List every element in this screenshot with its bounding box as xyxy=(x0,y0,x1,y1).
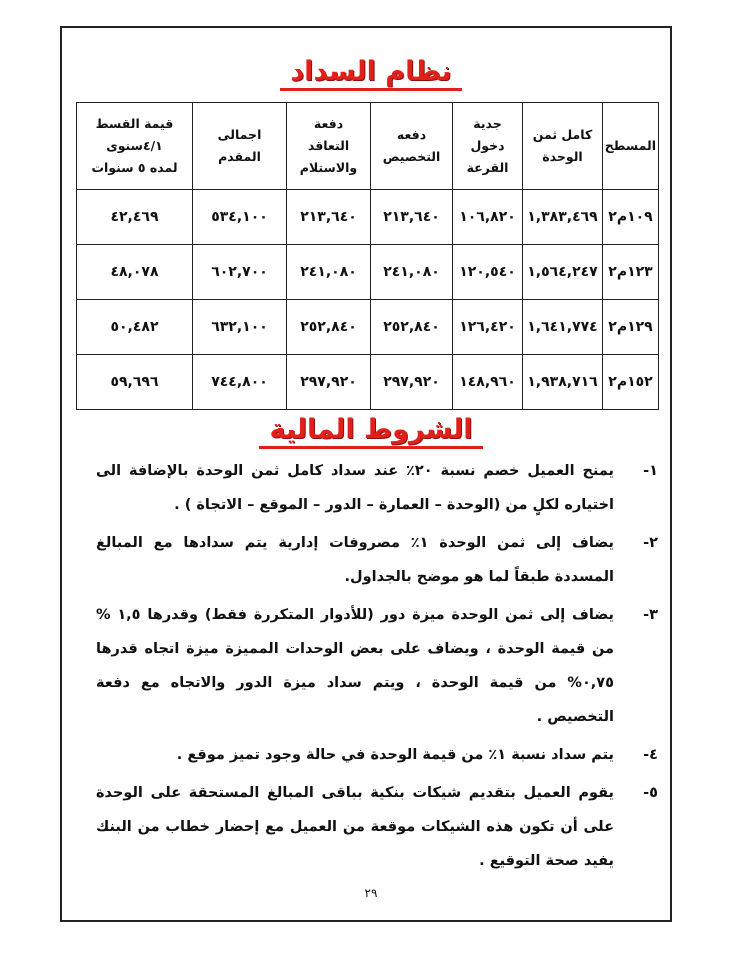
term-text: يمنح العميل خصم نسبة ٢٠٪ عند سداد كامل ثمن الوحدة بالإضافة الى اختياره لكلٍ من (الوحدة – العمارة – الدور – الموقع – الاتجاة ) . xyxy=(96,463,614,513)
cell-area: ١٢٣م٢ xyxy=(603,245,659,300)
term-text: يضاف إلى ثمن الوحدة ١٪ مصروفات إدارية يتم سدادها مع المبالغ المسددة طبقاً لما هو موضح بالجداول. xyxy=(96,535,614,585)
table-row xyxy=(77,190,659,245)
header-unit-price: كامل ثمن الوحدة xyxy=(523,103,603,190)
header-contract-payment: دفعة التعاقد والاستلام xyxy=(287,103,371,190)
cell-total-down-payment: ٥٣٤,١٠٠ xyxy=(193,190,287,245)
cell-area: ١٢٩م٢ xyxy=(603,300,659,355)
term-number: ٤- xyxy=(643,747,658,763)
header-installment: قيمة القسط ٤/١سنوى لمده ٥ سنوات xyxy=(77,103,193,190)
cell-contract-payment: ٢٥٢,٨٤٠ xyxy=(287,300,371,355)
term-number: ٥- xyxy=(643,785,658,801)
table-row xyxy=(77,245,659,300)
cell-installment: ٥٠,٤٨٢ xyxy=(77,300,193,355)
cell-unit-price: ١,٦٤١,٧٧٤ xyxy=(523,300,603,355)
payment-table xyxy=(76,102,659,410)
table-header-row xyxy=(77,103,659,190)
terms-list xyxy=(96,454,658,882)
financial-terms-title: الشروط المالية xyxy=(259,414,482,449)
list-item xyxy=(96,526,658,594)
cell-contract-payment: ٢٩٧,٩٢٠ xyxy=(287,355,371,410)
header-lottery-deposit: جدية دخول القرعة xyxy=(453,103,523,190)
cell-allocation-payment: ٢٤١,٠٨٠ xyxy=(371,245,453,300)
cell-total-down-payment: ٦٣٢,١٠٠ xyxy=(193,300,287,355)
cell-lottery-deposit: ١٢٦,٤٢٠ xyxy=(453,300,523,355)
cell-lottery-deposit: ١٢٠,٥٤٠ xyxy=(453,245,523,300)
cell-allocation-payment: ٢٩٧,٩٢٠ xyxy=(371,355,453,410)
cell-total-down-payment: ٧٤٤,٨٠٠ xyxy=(193,355,287,410)
cell-allocation-payment: ٢٥٢,٨٤٠ xyxy=(371,300,453,355)
list-item xyxy=(96,776,658,878)
header-allocation-payment: دفعه التخصيص xyxy=(371,103,453,190)
term-text: يتم سداد نسبة ١٪ من قيمة الوحدة في حالة وجود تميز موقع . xyxy=(176,747,614,763)
table-row xyxy=(77,300,659,355)
cell-installment: ٤٨,٠٧٨ xyxy=(77,245,193,300)
cell-unit-price: ١,٣٨٣,٤٦٩ xyxy=(523,190,603,245)
cell-lottery-deposit: ١٤٨,٩٦٠ xyxy=(453,355,523,410)
cell-contract-payment: ٢٤١,٠٨٠ xyxy=(287,245,371,300)
cell-area: ١٥٢م٢ xyxy=(603,355,659,410)
page-number: ٢٩ xyxy=(364,886,378,900)
cell-installment: ٥٩,٦٩٦ xyxy=(77,355,193,410)
list-item xyxy=(96,738,658,772)
terms-title-wrap xyxy=(0,414,742,449)
term-number: ٣- xyxy=(643,607,658,623)
cell-lottery-deposit: ١٠٦,٨٢٠ xyxy=(453,190,523,245)
payment-system-title: نظام السداد xyxy=(280,56,461,91)
term-number: ٢- xyxy=(643,535,658,551)
cell-allocation-payment: ٢١٣,٦٤٠ xyxy=(371,190,453,245)
cell-unit-price: ١,٩٣٨,٧١٦ xyxy=(523,355,603,410)
cell-total-down-payment: ٦٠٢,٧٠٠ xyxy=(193,245,287,300)
cell-contract-payment: ٢١٣,٦٤٠ xyxy=(287,190,371,245)
table-row xyxy=(77,355,659,410)
term-number: ١- xyxy=(643,463,658,479)
term-text: يضاف إلى ثمن الوحدة ميزة دور (للأدوار المتكررة فقط) وقدرها ١,٥ % من قيمة الوحدة ، ويضاف على بعض الوحدات المميزة ميزة اتجاه قدرها ٠,٧٥% من قيمة الوحدة ، ويتم سداد ميزة الدور والاتجاه مع دفعة التخصيص . xyxy=(96,607,614,725)
header-total-down-payment: اجمالى المقدم xyxy=(193,103,287,190)
payment-title-wrap xyxy=(0,56,742,91)
cell-unit-price: ١,٥٦٤,٢٤٧ xyxy=(523,245,603,300)
list-item xyxy=(96,454,658,522)
list-item xyxy=(96,598,658,734)
cell-installment: ٤٢,٤٦٩ xyxy=(77,190,193,245)
cell-area: ١٠٩م٢ xyxy=(603,190,659,245)
header-area: المسطح xyxy=(603,103,659,190)
term-text: يقوم العميل بتقديم شيكات بنكية بباقى المبالغ المستحقة على الوحدة على أن تكون هذه الشيكات موقعة من العميل مع إحضار خطاب من البنك يفيد صحة التوقيع . xyxy=(96,785,614,869)
